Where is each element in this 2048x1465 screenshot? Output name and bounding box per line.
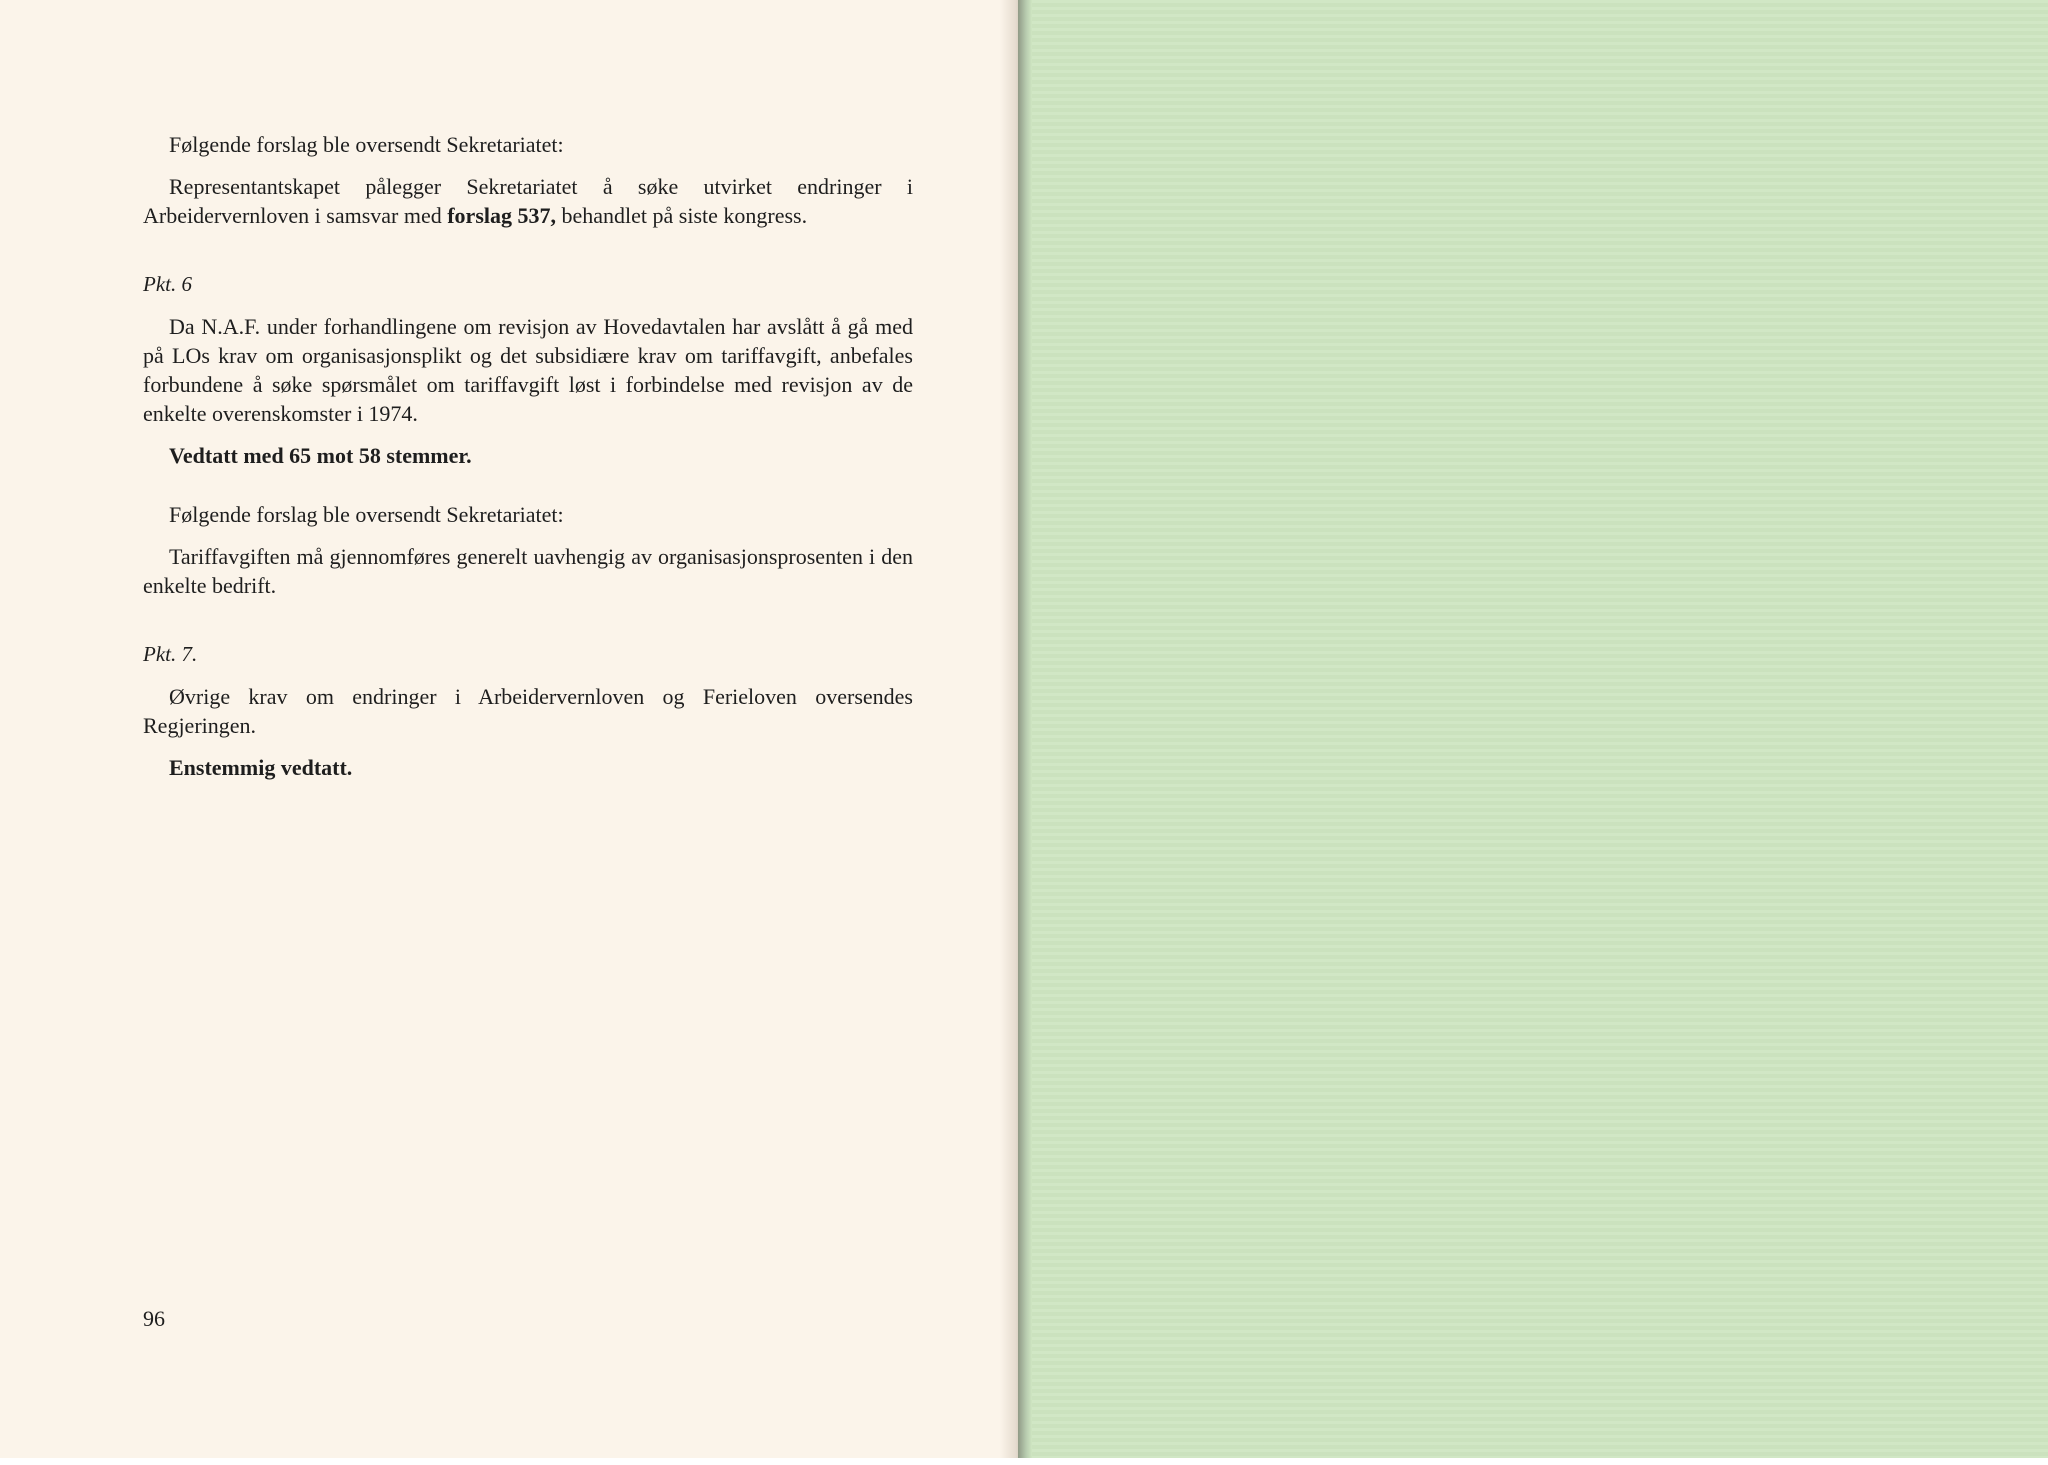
page-bottom-margin: [0, 1458, 2048, 1465]
paragraph-proposal-537-text-end: behandlet på siste kongress.: [556, 203, 808, 228]
vote-result: Vedtatt med 65 mot 58 stemmer.: [169, 443, 472, 468]
page-body: [143, 130, 913, 782]
paragraph-tariff-implementation: Tariffavgiften må gjennomføres generelt uavhengig av organisasjonsprosenten i den enkelte bedrift.: [143, 544, 913, 598]
paragraph-tariff-fee: Da N.A.F. under forhandlingene om revisjon av Hovedavtalen har avslått å gå med på LOs krav om organisasjonsplikt og det subsidiære krav om tariffavgift, anbefales forbundene å søke spørsmålet om tariffavgift løst i forbindelse med revisjon av de enkelte overenskomster i 1974.: [143, 314, 913, 426]
unanimous-result: Enstemmig vedtatt.: [169, 755, 353, 780]
paragraph-intro-2: Følgende forslag ble oversendt Sekretariatet:: [169, 502, 564, 527]
paragraph-proposal-537-text-start: Representantskapet pålegger Sekretariatet å søke utvirket endringer i Arbeidervernloven i samsvar med: [143, 174, 913, 228]
section-heading-pkt-6: Pkt. 6: [143, 272, 192, 296]
section-heading-pkt-7: Pkt. 7.: [143, 642, 198, 666]
paragraph-other-demands: Øvrige krav om endringer i Arbeidervernloven og Ferieloven oversendes Regjeringen.: [143, 684, 913, 738]
page-number: 96: [143, 1306, 165, 1331]
proposal-reference: forslag 537,: [447, 203, 556, 228]
right-page-edge-shadow: [1018, 0, 1032, 1465]
left-page: [0, 0, 1020, 1465]
right-page-green-sheet: [1020, 0, 2048, 1465]
paragraph-proposal-537: [143, 172, 913, 230]
paragraph-intro-1: Følgende forslag ble oversendt Sekretariatet:: [169, 132, 564, 157]
